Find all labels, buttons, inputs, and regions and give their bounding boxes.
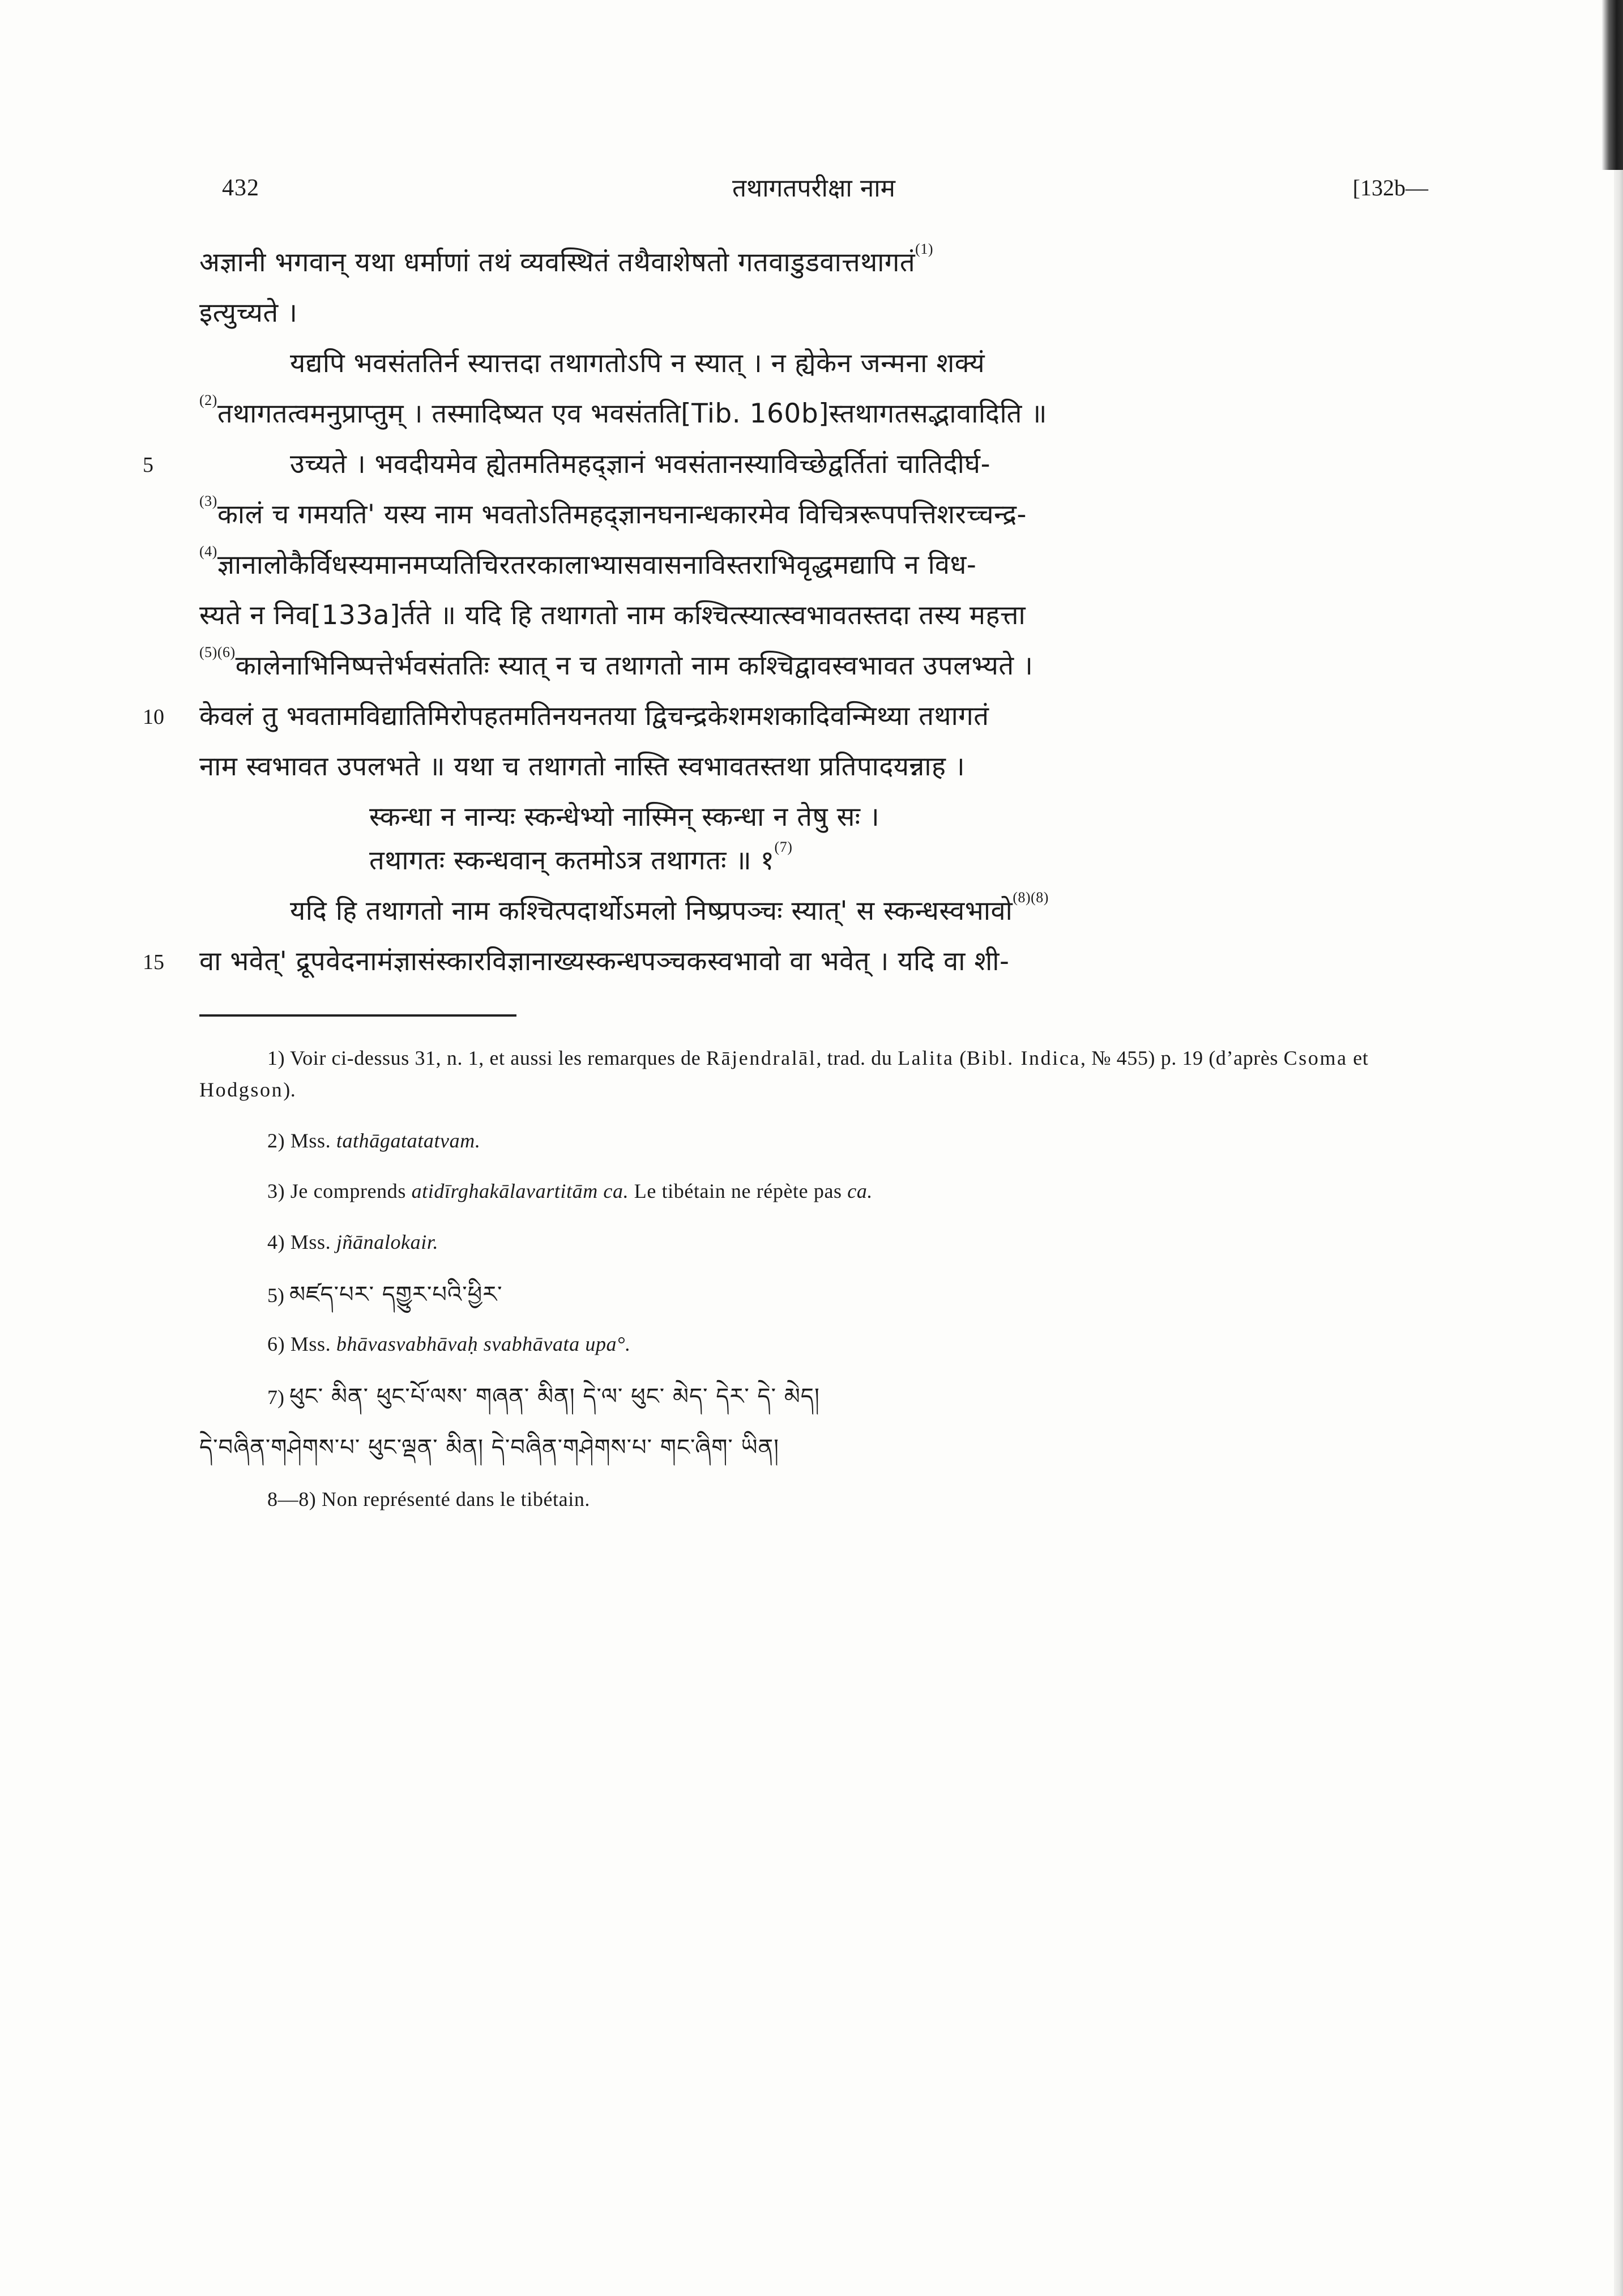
line-text: तथागतत्वमनुप्राप्तुम् । तस्मादिष्यत एव भवसंतति[Tib. 160b]स्तथागतसद्भावादिति ॥ [217, 398, 1048, 429]
footnote-reference: (2) [199, 392, 217, 409]
footnote-item [199, 1227, 1428, 1258]
footnote-number: 7) [267, 1385, 284, 1409]
footnote-reference: (5)(6) [199, 644, 236, 661]
line-text: वा भवेत्' द्रूपवेदनामंज्ञासंस्कारविज्ञानाख्यस्कन्धपञ्चकस्वभावो वा भवेत् । यदि वा शी- [199, 946, 1010, 977]
footnote-number: 8—8) [267, 1487, 317, 1510]
line-text: अज्ञानी भगवान् यथा धर्माणां तथं व्यवस्थितं तथैवाशेषतो गतवाडुडवात्तथागतं [199, 247, 916, 278]
text-line [199, 753, 1428, 780]
footnote-number: 2) [267, 1129, 285, 1152]
verse-text: तथागतः स्कन्धवान् कतमोऽत्र तथागतः ॥ १ [369, 845, 775, 876]
text-line [199, 493, 1428, 530]
line-text: कालं च गमयति' यस्य नाम भवतोऽतिमहद्ज्ञानघनान्धकारमेव विचित्ररूपपत्तिशरच्चन्द्र- [217, 499, 1027, 530]
footnote-reference: (3) [199, 493, 217, 510]
footnote-tibetan-text: ཕུང་ མིན་ ཕུང་པོ་ལས་ གཞན་ མིན། དེ་ལ་ ཕུང་ མེད་ དེར་ དེ་ མེད། [289, 1383, 820, 1410]
text-line [143, 701, 1428, 732]
text-line [199, 543, 1428, 581]
line-text: इत्युच्यते । [199, 297, 298, 328]
footnote-item-continuation [199, 1431, 1428, 1465]
footnote-item [199, 1176, 1428, 1207]
footnote-number: 3) [267, 1180, 285, 1203]
text-line [143, 946, 1428, 977]
line-text: कालेनाभिनिष्पत्तेर्भवसंततिः स्यात् न च तथागतो नाम कश्चिद्वावस्वभावत उपलभ्यते । [235, 650, 1033, 681]
footnote-tibetan-text: དེ་བཞིན་གཤེགས་པ་ ཕུང་ལྡན་ མིན། དེ་བཞིན་གཤེགས་པ་ གང་ཞིག་ ཡིན། [199, 1434, 780, 1461]
folio-marker: [132b— [1352, 175, 1428, 200]
body-text [143, 241, 1428, 977]
footnotes-block [199, 1043, 1428, 1516]
running-head [199, 170, 1428, 210]
line-text: केवलं तु भवतामविद्यातिमिरोपहतमतिनयनतया द्विचन्द्रकेशमशकादिवन्मिथ्या तथागतं [199, 701, 989, 732]
line-text: नाम स्वभावत उपलभते ॥ यथा च तथागतो नास्ति स्वभावतस्तथा प्रतिपादयन्नाह । [199, 751, 966, 782]
line-text: उच्यते । भवदीयमेव ह्येतमतिमहद्ज्ञानं भवसंतानस्याविच्छेद्वर्तितां चातिदीर्घ- [290, 449, 991, 480]
footnote-separator [199, 1014, 516, 1017]
text-line [199, 392, 1428, 429]
footnote-tibetan-text: མཛད་པར་ དགྱུར་པའི་ཕྱིར་ [289, 1281, 503, 1308]
footnote-text: Non représenté dans le tibétain. [322, 1487, 591, 1510]
text-line [199, 602, 1428, 629]
text-line [199, 644, 1428, 681]
text-line [199, 350, 1428, 377]
verse-line [199, 801, 1428, 833]
footnote-text: Voir ci-dessus 31, n. 1, et aussi les remarques de Rājendralāl, trad. du Lalita (Bibl. Indica, № 455) p. 19 (d’après Csoma et Hodgson). [199, 1047, 1369, 1101]
footnote-number: 5) [267, 1283, 284, 1307]
footnote-number: 6) [267, 1332, 285, 1355]
verse-text: स्कन्धा न नान्यः स्कन्धेभ्यो नास्मिन् स्कन्धा न तेषु सः । [369, 801, 880, 833]
footnote-text: Mss. jñānalokair. [290, 1231, 439, 1254]
footnote-item [199, 1043, 1428, 1106]
running-title: तथागतपरीक्षा नाम [732, 174, 895, 203]
page-content [143, 170, 1428, 1535]
text-line [199, 889, 1428, 927]
text-line [199, 297, 1428, 328]
footnote-text: Mss. tathāgatatatvam. [290, 1129, 481, 1152]
line-text: यदि हि तथागतो नाम कश्चित्पदार्थोऽमलो निष्प्रपञ्चः स्यात्' स स्कन्धस्वभावो [290, 895, 1013, 927]
footnote-reference: (8)(8) [1013, 889, 1049, 906]
line-number-5: 5 [143, 453, 153, 477]
binding-mark [1601, 0, 1623, 170]
footnote-reference: (1) [915, 241, 933, 258]
line-text: यद्यपि भवसंततिर्न स्यात्तदा तथागतोऽपि न स्यात् । न ह्येकेन जन्मना शक्यं [290, 348, 985, 379]
page-edge-shadow [1614, 0, 1623, 2296]
text-line [199, 241, 1428, 278]
line-number-15: 15 [143, 950, 164, 974]
line-text: स्यते न निव[133a]र्तते ॥ यदि हि तथागतो नाम कश्चित्स्यात्स्वभावतस्तदा तस्य महत्ता [199, 600, 1026, 631]
footnote-reference: (4) [199, 543, 217, 560]
footnote-number: 1) [267, 1047, 285, 1069]
line-text: ज्ञानालोकैर्विधस्यमानमप्यतिचिरतरकालाभ्यासवासनाविस्तराभिवृद्धमद्यापि न विध- [217, 549, 977, 581]
footnote-item [199, 1329, 1428, 1360]
footnote-reference: (7) [774, 839, 793, 856]
footnote-item [199, 1278, 1428, 1312]
footnote-item [199, 1125, 1428, 1157]
footnote-item [199, 1484, 1428, 1516]
line-number-10: 10 [143, 705, 164, 729]
page-number: 432 [222, 175, 259, 201]
footnote-item [199, 1380, 1428, 1414]
footnote-text: Je comprends atidīrghakālavartitām ca. Le tibétain ne répète pas ca. [290, 1180, 873, 1203]
footnote-text: Mss. bhāvasvabhāvaḥ svabhāvata upa°. [290, 1332, 631, 1355]
footnote-number: 4) [267, 1231, 285, 1254]
text-line [143, 449, 1428, 480]
verse-line [199, 839, 1428, 876]
